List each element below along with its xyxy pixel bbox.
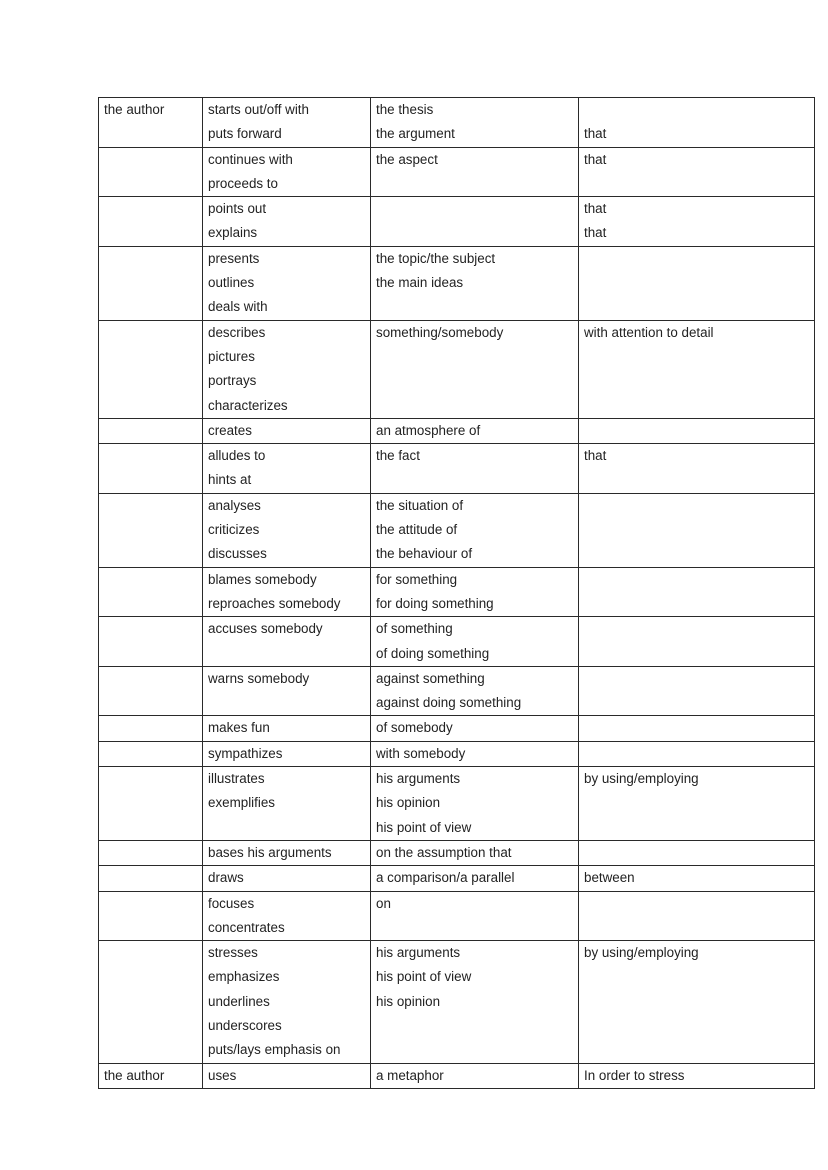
verb-cell [203, 891, 371, 941]
subject-cell [99, 418, 203, 443]
subject-cell [99, 767, 203, 841]
object-cell [371, 444, 579, 494]
cell-line: describes [208, 324, 266, 340]
verb-cell [203, 1063, 371, 1088]
cell-line: deals with [208, 299, 268, 315]
cell-line [104, 866, 197, 890]
cell-line: creates [208, 422, 252, 438]
cell-line: of somebody [376, 720, 453, 736]
verb-cell [203, 246, 371, 320]
cell-line: criticizes [208, 522, 260, 538]
verb-cell [203, 493, 371, 567]
cell-line [584, 419, 809, 443]
cell-line [584, 247, 809, 271]
cell-line: presents [208, 250, 260, 266]
cell-line: illustrates [208, 771, 265, 787]
table-row [99, 197, 815, 247]
cell-line: emphasizes [208, 969, 280, 985]
cell-line: warns somebody [208, 670, 310, 686]
cell-line: alludes to [208, 448, 266, 464]
object-cell [371, 320, 579, 418]
cell-line [584, 617, 809, 641]
object-cell [371, 941, 579, 1063]
cell-line [104, 247, 197, 271]
connector-cell [579, 147, 815, 197]
object-cell [371, 741, 579, 766]
subject-cell [99, 666, 203, 716]
cell-line: the fact [376, 448, 420, 464]
cell-line: focuses [208, 895, 255, 911]
cell-line: exemplifies [208, 795, 275, 811]
cell-line: for doing something [376, 595, 494, 611]
connector-cell [579, 1063, 815, 1088]
cell-line: against something [376, 670, 485, 686]
cell-line: the situation of [376, 497, 464, 513]
cell-line: portrays [208, 373, 257, 389]
cell-line: for something [376, 571, 458, 587]
cell-line: of something [376, 621, 453, 637]
cell-line: pictures [208, 348, 255, 364]
cell-line [104, 941, 197, 965]
table-row [99, 418, 815, 443]
cell-line: the aspect [376, 151, 438, 167]
cell-line [104, 667, 197, 691]
cell-line: a metaphor [376, 1067, 444, 1083]
verb-cell [203, 716, 371, 741]
cell-line: explains [208, 225, 258, 241]
cell-line: stresses [208, 945, 258, 961]
subject-cell [99, 891, 203, 941]
connector-cell [579, 840, 815, 865]
cell-line: that [584, 151, 607, 167]
object-cell [371, 493, 579, 567]
cell-line: that [584, 201, 607, 217]
cell-line [584, 892, 809, 916]
cell-line [584, 841, 809, 865]
cell-line [104, 197, 197, 221]
object-cell [371, 767, 579, 841]
connector-cell [579, 941, 815, 1063]
subject-cell [99, 617, 203, 667]
verb-cell [203, 840, 371, 865]
cell-line: bases his arguments [208, 844, 332, 860]
cell-line: puts forward [208, 126, 282, 142]
cell-line: puts/lays emphasis on [208, 1042, 341, 1058]
table-row [99, 246, 815, 320]
table-row [99, 866, 815, 891]
cell-line [104, 419, 197, 443]
cell-line: points out [208, 201, 267, 217]
table-row [99, 716, 815, 741]
subject-cell [99, 1063, 203, 1088]
cell-line: the author [104, 102, 165, 117]
cell-line [104, 892, 197, 916]
connector-cell [579, 197, 815, 247]
cell-line [104, 568, 197, 592]
cell-line [104, 767, 197, 791]
cell-line [584, 98, 809, 122]
cell-line: hints at [208, 472, 252, 488]
cell-line: a comparison/a parallel [376, 870, 515, 886]
object-cell [371, 147, 579, 197]
cell-line: of doing something [376, 645, 490, 661]
table-row [99, 840, 815, 865]
cell-line: something/somebody [376, 324, 504, 340]
phrase-table-body [99, 98, 815, 1089]
subject-cell [99, 98, 203, 148]
object-cell [371, 866, 579, 891]
subject-cell [99, 444, 203, 494]
verb-cell [203, 617, 371, 667]
table-row [99, 891, 815, 941]
verb-cell [203, 567, 371, 617]
cell-line: uses [208, 1067, 237, 1083]
cell-line: starts out/off with [208, 102, 309, 117]
cell-line: that [584, 448, 607, 464]
cell-line: characterizes [208, 397, 288, 413]
cell-line: the author [104, 1067, 165, 1083]
table-row [99, 941, 815, 1063]
table-row [99, 617, 815, 667]
verb-cell [203, 741, 371, 766]
cell-line: the attitude of [376, 522, 458, 538]
cell-line: the topic/the subject [376, 250, 496, 266]
subject-cell [99, 840, 203, 865]
cell-line: blames somebody [208, 571, 317, 587]
connector-cell [579, 767, 815, 841]
cell-line [104, 742, 197, 766]
cell-line [104, 716, 197, 740]
phrase-table [98, 97, 815, 1089]
table-row [99, 1063, 815, 1088]
connector-cell [579, 320, 815, 418]
cell-line: an atmosphere of [376, 422, 481, 438]
cell-line: accuses somebody [208, 621, 323, 637]
cell-line: by using/employing [584, 771, 699, 787]
cell-line: against doing something [376, 695, 522, 711]
cell-line: between [584, 870, 635, 886]
connector-cell [579, 444, 815, 494]
object-cell [371, 1063, 579, 1088]
cell-line: makes fun [208, 720, 270, 736]
cell-line: his opinion [376, 993, 441, 1009]
cell-line: the argument [376, 126, 455, 142]
cell-line: on [376, 895, 391, 911]
cell-line: outlines [208, 275, 255, 291]
table-row [99, 493, 815, 567]
object-cell [371, 418, 579, 443]
cell-line: by using/employing [584, 945, 699, 961]
cell-line: the behaviour of [376, 546, 473, 562]
object-cell [371, 891, 579, 941]
table-row [99, 567, 815, 617]
cell-line: his point of view [376, 819, 472, 835]
connector-cell [579, 666, 815, 716]
table-row [99, 666, 815, 716]
cell-line [104, 321, 197, 345]
object-cell [371, 617, 579, 667]
connector-cell [579, 98, 815, 148]
cell-line: concentrates [208, 919, 285, 935]
cell-line: that [584, 225, 607, 241]
object-cell [371, 246, 579, 320]
verb-cell [203, 147, 371, 197]
verb-cell [203, 197, 371, 247]
cell-line: reproaches somebody [208, 595, 341, 611]
cell-line: proceeds to [208, 175, 278, 191]
subject-cell [99, 941, 203, 1063]
cell-line: his opinion [376, 795, 441, 811]
cell-line: with somebody [376, 745, 466, 761]
cell-line: his arguments [376, 945, 461, 961]
connector-cell [579, 891, 815, 941]
verb-cell [203, 320, 371, 418]
cell-line [584, 568, 809, 592]
cell-line [584, 716, 809, 740]
cell-line: the main ideas [376, 275, 464, 291]
verb-cell [203, 941, 371, 1063]
cell-line: continues with [208, 151, 293, 167]
subject-cell [99, 246, 203, 320]
connector-cell [579, 418, 815, 443]
cell-line [104, 617, 197, 641]
verb-cell [203, 98, 371, 148]
cell-line [104, 841, 197, 865]
subject-cell [99, 320, 203, 418]
cell-line: the thesis [376, 102, 434, 117]
table-row [99, 741, 815, 766]
cell-line [104, 444, 197, 468]
connector-cell [579, 493, 815, 567]
verb-cell [203, 866, 371, 891]
table-row [99, 767, 815, 841]
cell-line [584, 494, 809, 518]
subject-cell [99, 197, 203, 247]
connector-cell [579, 741, 815, 766]
subject-cell [99, 567, 203, 617]
cell-line: underscores [208, 1017, 282, 1033]
connector-cell [579, 866, 815, 891]
verb-cell [203, 418, 371, 443]
object-cell [371, 98, 579, 148]
table-row [99, 98, 815, 148]
object-cell [371, 197, 579, 247]
subject-cell [99, 716, 203, 741]
cell-line [376, 197, 573, 221]
table-row [99, 147, 815, 197]
cell-line: In order to stress [584, 1067, 685, 1083]
subject-cell [99, 866, 203, 891]
connector-cell [579, 617, 815, 667]
cell-line: his point of view [376, 969, 472, 985]
table-row [99, 444, 815, 494]
subject-cell [99, 741, 203, 766]
cell-line [104, 148, 197, 172]
verb-cell [203, 444, 371, 494]
cell-line: that [584, 126, 607, 142]
cell-line: discusses [208, 546, 267, 562]
connector-cell [579, 567, 815, 617]
object-cell [371, 840, 579, 865]
object-cell [371, 666, 579, 716]
cell-line: underlines [208, 993, 270, 1009]
cell-line: draws [208, 870, 244, 886]
cell-line [104, 494, 197, 518]
connector-cell [579, 246, 815, 320]
cell-line: sympathizes [208, 745, 283, 761]
cell-line [584, 742, 809, 766]
cell-line: with attention to detail [584, 324, 714, 340]
verb-cell [203, 767, 371, 841]
cell-line: on the assumption that [376, 844, 512, 860]
subject-cell [99, 493, 203, 567]
object-cell [371, 716, 579, 741]
verb-cell [203, 666, 371, 716]
object-cell [371, 567, 579, 617]
connector-cell [579, 716, 815, 741]
cell-line: his arguments [376, 771, 461, 787]
subject-cell [99, 147, 203, 197]
cell-line: analyses [208, 497, 261, 513]
table-row [99, 320, 815, 418]
cell-line [584, 667, 809, 691]
